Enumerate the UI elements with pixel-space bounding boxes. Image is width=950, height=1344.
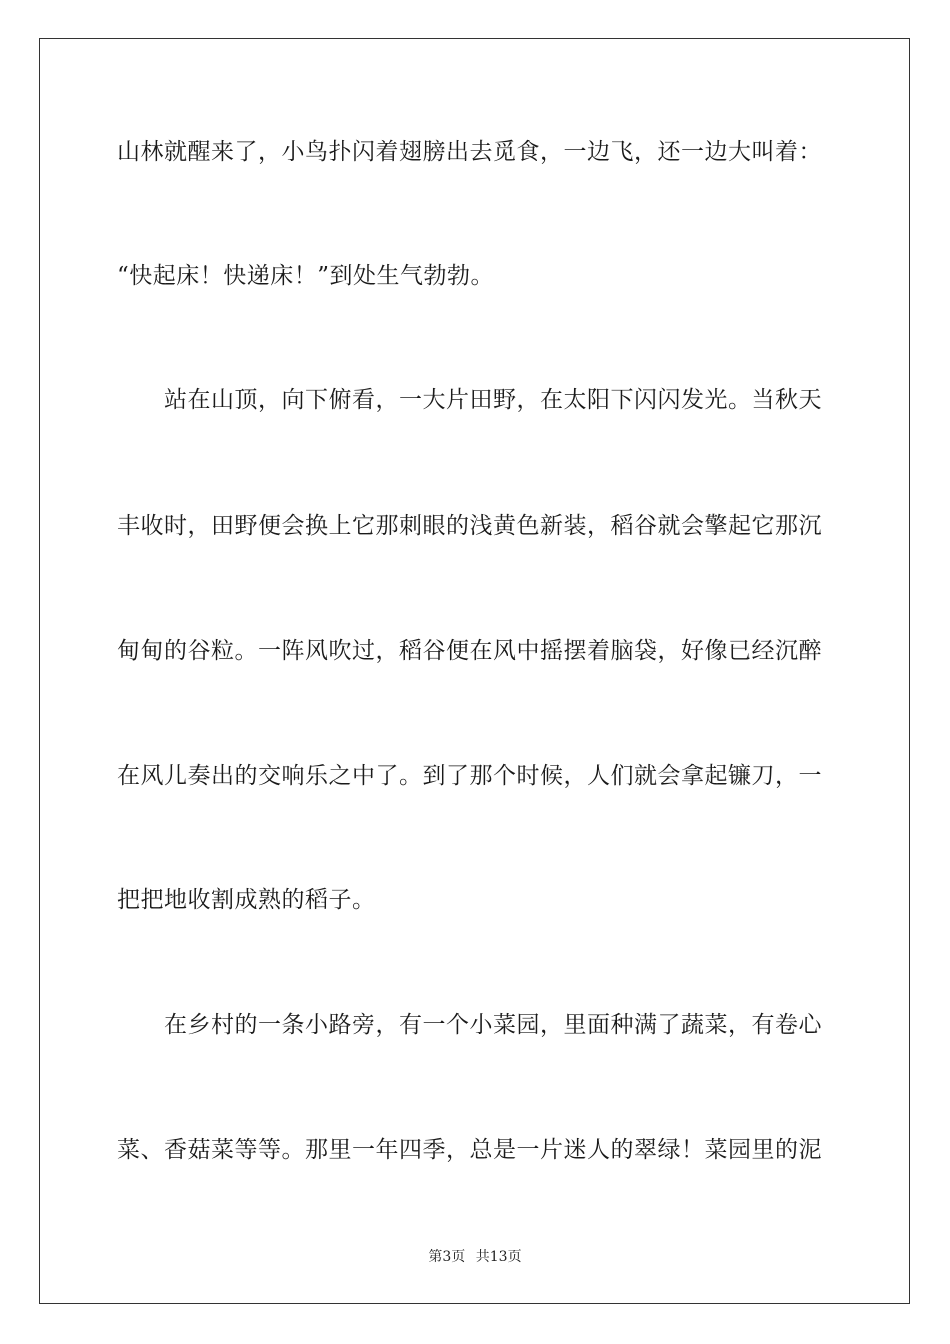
text-line: 把把地收割成熟的稻子。 (117, 887, 376, 913)
text-line: 站在山顶，向下俯看，一大片田野，在太阳下闪闪发光。当秋天 (117, 387, 822, 413)
text-line: 甸甸的谷粒。一阵风吹过，稻谷便在风中摇摆着脑袋，好像已经沉醉 (117, 638, 822, 664)
page-total: 共13页 (475, 1249, 522, 1265)
text-line: 菜、香菇菜等等。那里一年四季，总是一片迷人的翠绿！菜园里的泥 (117, 1137, 822, 1163)
text-line: 在风儿奏出的交响乐之中了。到了那个时候，人们就会拿起镰刀，一 (117, 763, 822, 789)
text-line: 丰收时，田野便会换上它那刺眼的浅黄色新装，稻谷就会擎起它那沉 (117, 513, 822, 539)
text-line: “快起床！快递床！”到处生气勃勃。 (117, 263, 495, 289)
page-border (39, 38, 910, 1304)
text-line: 山林就醒来了，小鸟扑闪着翅膀出去觅食，一边飞，还一边大叫着： (117, 139, 822, 165)
page-footer (0, 1248, 950, 1266)
page-number: 第3页 (428, 1249, 466, 1265)
text-line: 在乡村的一条小路旁，有一个小菜园，里面种满了蔬菜，有卷心 (117, 1012, 822, 1038)
